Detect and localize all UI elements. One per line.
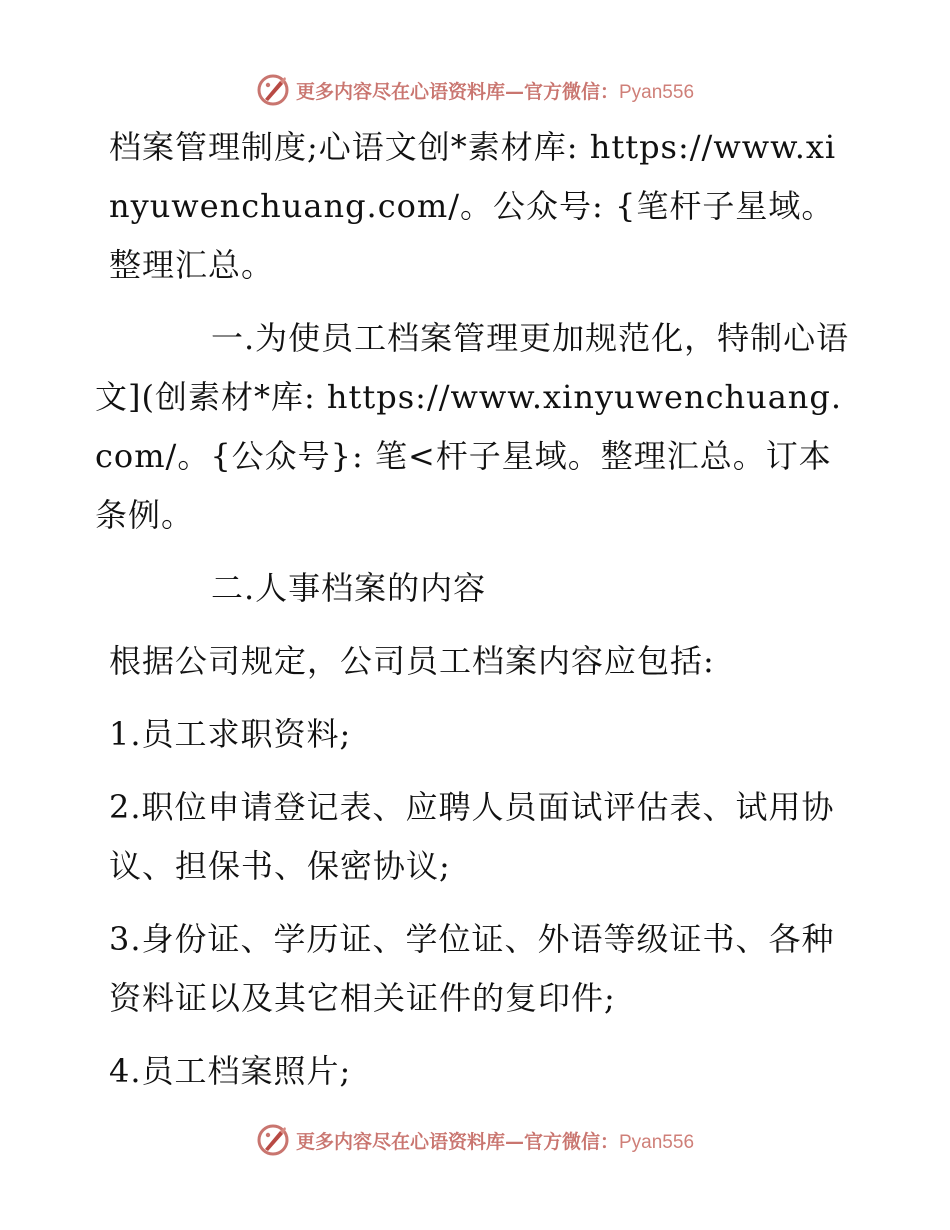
paragraph-contents-intro: 根据公司规定，公司员工档案内容应包括: <box>109 642 715 680</box>
paragraph-section-1: 一.为使员工档案管理更加规范化，特制心语文](创素材*库: https://www.xinyuwenchuang.com/。{公众号}: 笔<杆子星域。整理汇总。订本条例。 <box>95 319 850 534</box>
banner-slogan: 更多内容尽在心语资料库 <box>295 1130 505 1153</box>
wechat-label: 官方微信： <box>523 80 619 103</box>
list-item-4: 4.员工档案照片; <box>109 1052 352 1090</box>
quill-pen-logo-icon <box>256 1123 290 1157</box>
paragraph-intro: 档案管理制度;心语文创*素材库: https://www.xinyuwenchuang.com/。公众号: {笔杆子星域。整理汇总。 <box>109 128 837 284</box>
list-item-2: 2.职位申请登记表、应聘人员面试评估表、试用协议、担保书、保密协议; <box>109 788 835 885</box>
banner-slogan: 更多内容尽在心语资料库 <box>295 80 505 103</box>
wechat-id: Pyan556 <box>619 81 695 103</box>
banner-separator: — <box>504 80 524 103</box>
quill-pen-logo-icon <box>256 73 290 107</box>
banner-separator: — <box>504 1130 524 1153</box>
header-banner <box>0 70 950 110</box>
document-body <box>95 118 855 1101</box>
wechat-label: 官方微信： <box>523 1130 619 1153</box>
banner-text <box>296 77 694 104</box>
list-item-1: 1.员工求职资料; <box>109 715 352 753</box>
list-item-3: 3.身份证、学历证、学位证、外语等级证书、各种资料证以及其它相关证件的复印件; <box>109 920 835 1017</box>
wechat-id: Pyan556 <box>619 1131 695 1153</box>
section-heading-2: 二.人事档案的内容 <box>211 569 487 607</box>
banner-text <box>296 1127 694 1154</box>
footer-banner <box>0 1120 950 1160</box>
